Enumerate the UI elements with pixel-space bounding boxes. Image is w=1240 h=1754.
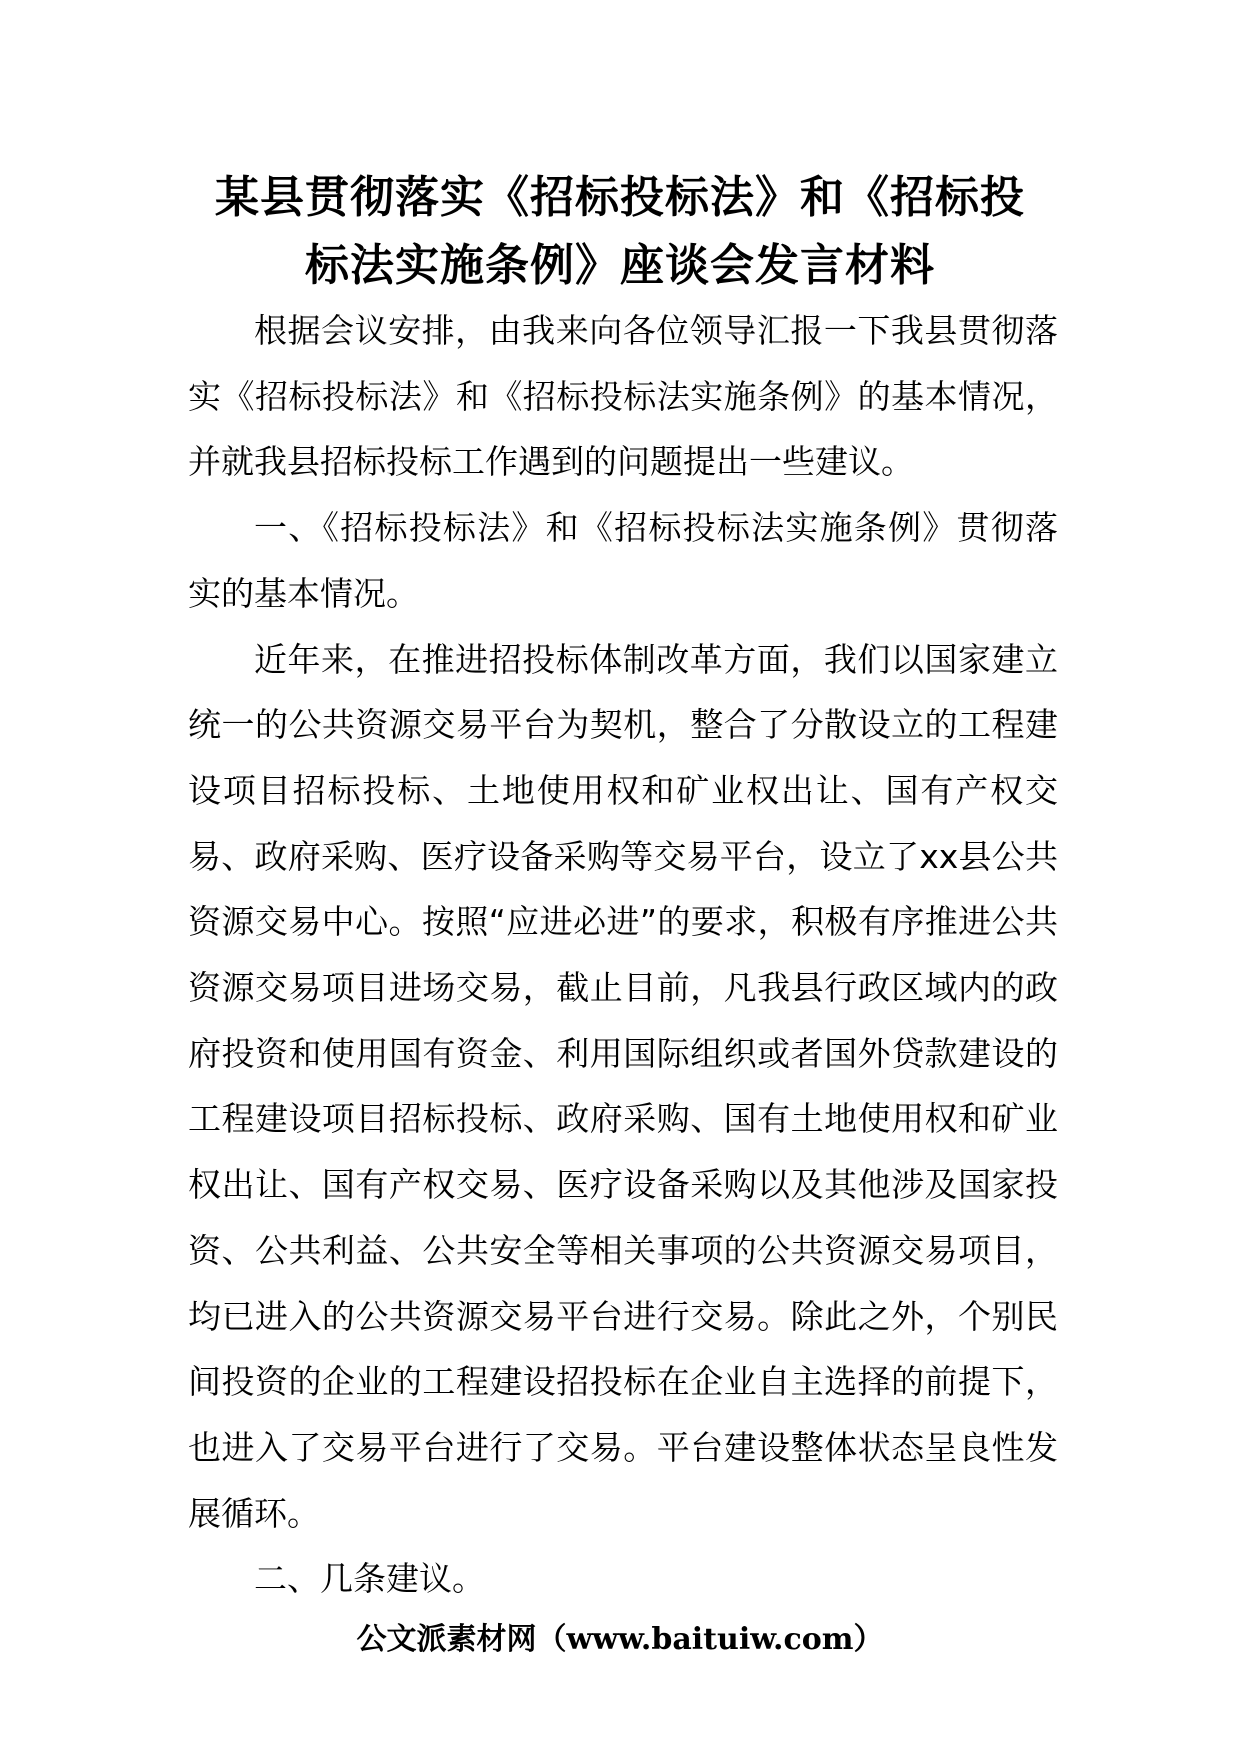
paragraph-intro: 根据会议安排，由我来向各位领导汇报一下我县贯彻落实《招标投标法》和《招标投标法实施条例》的基本情况，并就我县招标投标工作遇到的问题提出一些建议。: [188, 311, 1058, 482]
document-body: [188, 298, 1058, 1612]
footer-watermark: 公文派素材网（www.baituiw.com）: [356, 1622, 884, 1657]
section-heading-2: 二、几条建议。: [254, 1559, 485, 1599]
section-heading-1: 一、《招标投标法》和《招标投标法实施条例》贯彻落实的基本情况。: [188, 508, 1058, 613]
title-line-1: 某县贯彻落实《招标投标法》和《招标投: [215, 172, 1025, 223]
paragraph-situation: 近年来，在推进招投标体制改革方面，我们以国家建立统一的公共资源交易平台为契机，整合了分散设立的工程建设项目招标投标、土地使用权和矿业权出让、国有产权交易、政府采购、医疗设备采购等交易平台，设立了xx县公共资源交易中心。按照“应进必进”的要求，积极有序推进公共资源交易项目进场交易，截止目前，凡我县行政区域内的政府投资和使用国有资金、利用国际组织或者国外贷款建设的工程建设项目招标投标、政府采购、国有土地使用权和矿业权出让、国有产权交易、医疗设备采购以及其他涉及国家投资、公共利益、公共安全等相关事项的公共资源交易项目，均已进入的公共资源交易平台进行交易。除此之外，个别民间投资的企业的工程建设招投标在企业自主选择的前提下，也进入了交易平台进行了交易。平台建设整体状态呈良性发展循环。: [188, 639, 1058, 1533]
document-title: [150, 164, 1090, 300]
title-line-2: 标法实施条例》座谈会发言材料: [305, 240, 935, 291]
